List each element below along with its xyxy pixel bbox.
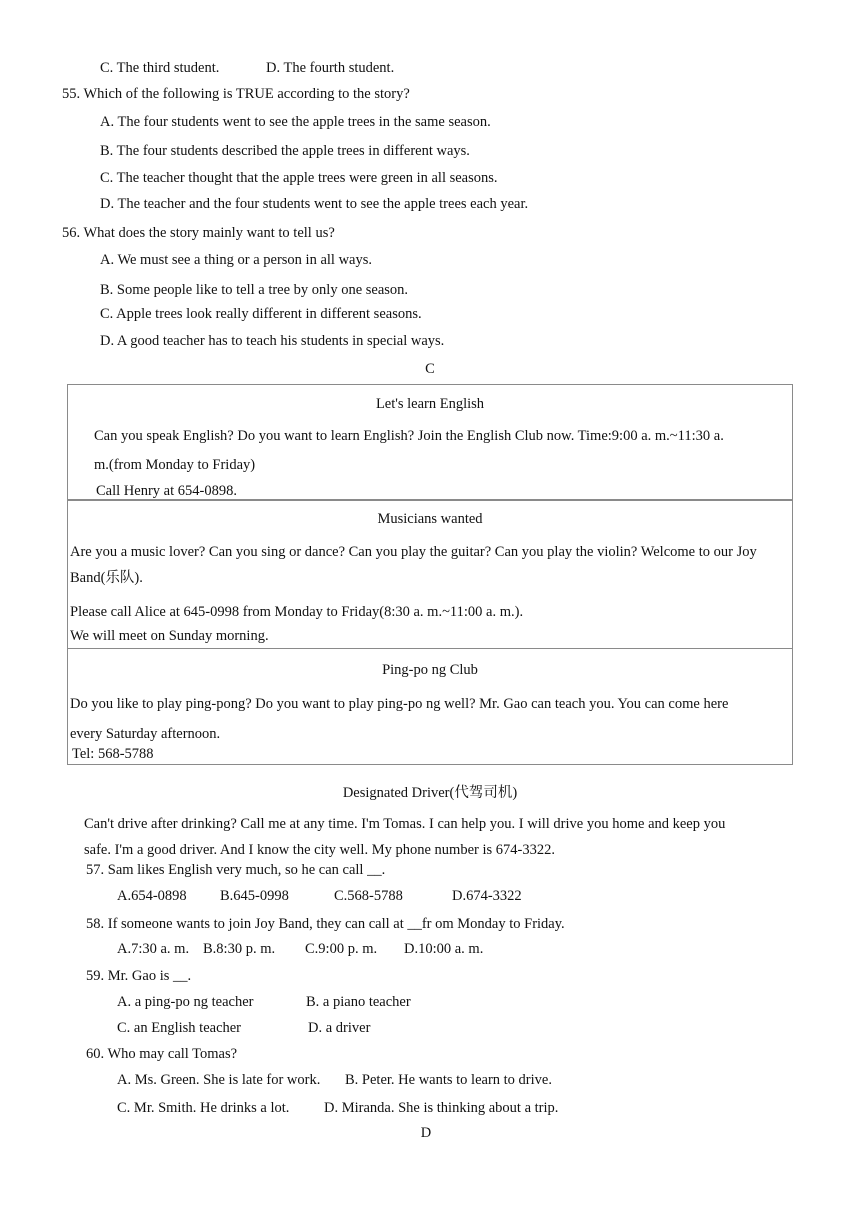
q59-question: 59. Mr. Gao is __. xyxy=(86,968,192,984)
q56-option-c: C. Apple trees look really different in different seasons. xyxy=(100,306,422,322)
q60-option-c: C. Mr. Smith. He drinks a lot. xyxy=(117,1100,290,1116)
q55-option-d: D. The teacher and the four students went to see the apple trees each year. xyxy=(100,196,529,212)
ad-english-title: Let's learn English xyxy=(375,396,485,412)
q58-option-b: B.8:30 p. m. xyxy=(203,941,276,957)
section-d-label: D xyxy=(420,1125,432,1141)
ad-english-club xyxy=(67,384,793,500)
section-c-label: C xyxy=(425,361,435,377)
q60-question: 60. Who may call Tomas? xyxy=(86,1046,238,1062)
q57-option-a: A.654-0898 xyxy=(117,888,187,904)
q55-option-b: B. The four students described the apple trees in different ways. xyxy=(100,143,470,159)
q57-option-d: D.674-3322 xyxy=(452,888,522,904)
q57-question: 57. Sam likes English very much, so he can call __. xyxy=(86,862,386,878)
ad-musicians-wanted xyxy=(67,500,793,649)
q57-option-c: C.568-5788 xyxy=(334,888,403,904)
ad-pingpong-text-2: every Saturday afternoon. xyxy=(70,726,221,742)
q60-option-d: D. Miranda. She is thinking about a trip. xyxy=(324,1100,559,1116)
ad-pingpong-title: Ping-po ng Club xyxy=(382,662,478,678)
q55-question: 55. Which of the following is TRUE according to the story? xyxy=(62,86,410,102)
q58-question: 58. If someone wants to join Joy Band, they can call at __fr om Monday to Friday. xyxy=(86,916,565,932)
ad-pingpong-club xyxy=(67,648,793,765)
ad-driver-title: Designated Driver(代驾司机) xyxy=(342,785,518,801)
q54-option-c: C. The third student. xyxy=(100,60,220,76)
q58-option-a: A.7:30 a. m. xyxy=(117,941,190,957)
q58-option-c: C.9:00 p. m. xyxy=(305,941,378,957)
q54-option-d: D. The fourth student. xyxy=(266,60,395,76)
q55-option-a: A. The four students went to see the apple trees in the same season. xyxy=(100,114,491,130)
ad-pingpong-tel: Tel: 568-5788 xyxy=(72,746,154,762)
q55-option-c: C. The teacher thought that the apple trees were green in all seasons. xyxy=(100,170,498,186)
ad-english-text-1: Can you speak English? Do you want to learn English? Join the English Club now. Time:9:00 a. m.~11:30 a. xyxy=(94,428,724,444)
q60-option-b: B. Peter. He wants to learn to drive. xyxy=(345,1072,552,1088)
q56-option-b: B. Some people like to tell a tree by only one season. xyxy=(100,282,409,298)
q56-option-a: A. We must see a thing or a person in all ways. xyxy=(100,252,372,268)
q56-option-d: D. A good teacher has to teach his students in special ways. xyxy=(100,333,445,349)
ad-english-contact: Call Henry at 654-0898. xyxy=(96,483,237,499)
ad-musicians-text-2: Band(乐队). xyxy=(70,570,143,586)
ad-musicians-contact: Please call Alice at 645-0998 from Monday to Friday(8:30 a. m.~11:00 a. m.). xyxy=(70,604,524,620)
q59-option-b: B. a piano teacher xyxy=(306,994,411,1010)
q58-option-d: D.10:00 a. m. xyxy=(404,941,484,957)
ad-driver-text-2: safe. I'm a good driver. And I know the city well. My phone number is 674-3322. xyxy=(84,842,555,858)
q56-question: 56. What does the story mainly want to tell us? xyxy=(62,225,335,241)
q59-option-a: A. a ping-po ng teacher xyxy=(117,994,254,1010)
q59-option-c: C. an English teacher xyxy=(117,1020,242,1036)
ad-pingpong-text-1: Do you like to play ping-pong? Do you want to play ping-po ng well? Mr. Gao can teach you. You can come here xyxy=(70,696,729,712)
ad-driver-text-1: Can't drive after drinking? Call me at any time. I'm Tomas. I can help you. I will drive you home and keep you xyxy=(84,816,726,832)
ad-musicians-meeting: We will meet on Sunday morning. xyxy=(70,628,269,644)
q59-option-d: D. a driver xyxy=(308,1020,371,1036)
q60-option-a: A. Ms. Green. She is late for work. xyxy=(117,1072,321,1088)
ad-musicians-text-1: Are you a music lover? Can you sing or dance? Can you play the guitar? Can you play the violin? Welcome to our Joy xyxy=(70,544,757,560)
q57-option-b: B.645-0998 xyxy=(220,888,289,904)
ad-musicians-title: Musicians wanted xyxy=(377,511,483,527)
ad-english-text-2: m.(from Monday to Friday) xyxy=(94,457,256,473)
